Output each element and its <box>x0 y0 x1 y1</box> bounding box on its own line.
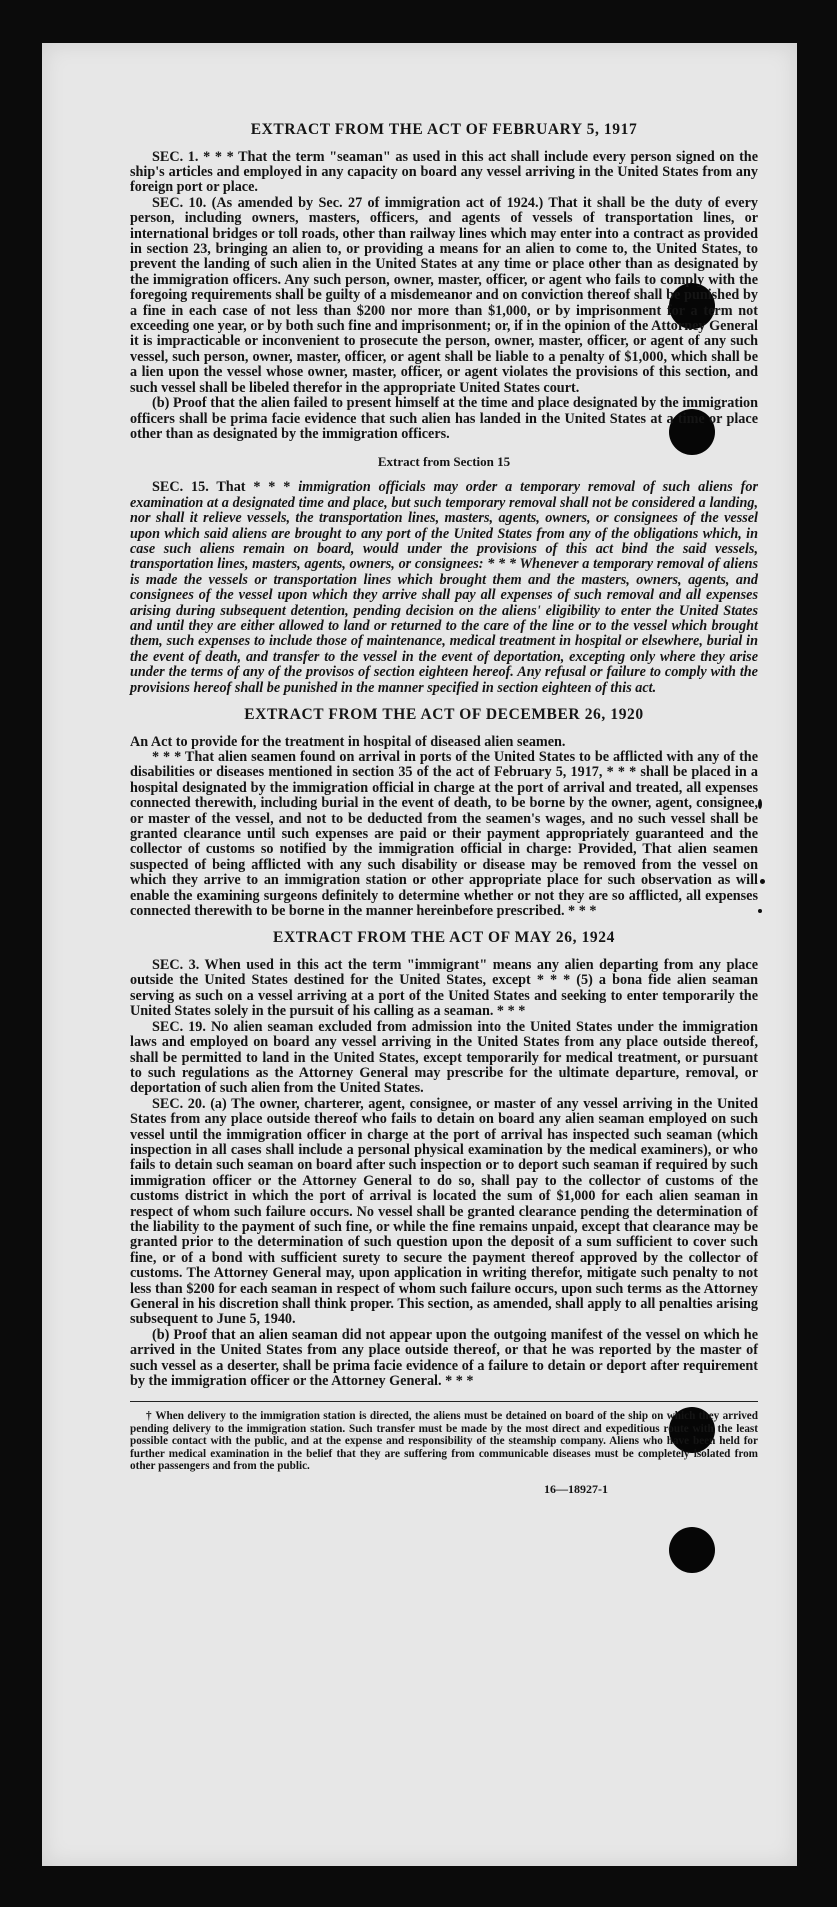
paragraph-sec-10-b: (b) Proof that the alien failed to present himself at the time and place designated by the immigration officers shall be prima facie evidence that such alien has landed in the United States at a time or place other than as designated by the immigration officers. <box>130 395 758 442</box>
paragraph-sec-1: SEC. 1. * * * That the term "seaman" as used in this act shall include every person signed on the ship's articles and employed in any capacity on board any vessel arriving in the United States from any foreign port or place. <box>130 148 758 196</box>
scan-speck <box>758 799 762 809</box>
form-number: 16—18927-1 <box>544 1482 608 1497</box>
paragraph-sec-20-a: SEC. 20. (a) The owner, charterer, agent, consignee, or master of any vessel arriving in the United States from any place outside thereof who fails to detain on board any alien seaman employed on such vessel until the immigration officer in charge at the port of arrival has inspected such seaman (which inspection in all cases shall include a personal physical examination by the medical examiners), or who fails to detain such seaman on board after such inspection or to deport such seaman if required by such immigration officer or the Attorney General to do so, shall pay to the collector of customs of the customs district in which the port of arrival is located the sum of $1,000 for each alien seaman in respect of whom such failure occurs. No vessel shall be granted clearance pending the determination of the liability to the payment of such fine, or while the fine remains unpaid, except that clearance may be granted prior to the determination of such question upon the deposit of a sum sufficient to cover such fine, or of a bond with sufficient surety to secure the payment thereof approved by the collector of customs. The Attorney General may, upon application in writing therefor, mitigate such penalty to not less than $200 for each seaman in respect of whom such failure occurs, upon such terms as the Attorney General in his discretion shall think proper. This section, as amended, shall apply to all penalties arising subsequent to June 5, 1940. <box>130 1095 758 1328</box>
section-act-1924 <box>130 929 758 1389</box>
footnote: † When delivery to the immigration station is directed, the aliens must be detained on board of the ship on which they arrived pending delivery to the immigration station. Such transfer must be made by the most direct and expeditious route with the least possible contact with the public, and at the expense and responsibility of the steamship company. Aliens who have been held for further medical examination in the belief that they are suffering from communicable diseases must be completely isolated from other passengers and from the public. <box>130 1410 758 1473</box>
scan-speck <box>760 879 765 884</box>
act-title: An Act to provide for the treatment in hospital of diseased alien seamen. <box>130 733 566 750</box>
footnote-divider <box>130 1401 758 1402</box>
paragraph-sec-15 <box>130 480 758 696</box>
sec-15-lead: SEC. 15. That * * * <box>152 479 299 496</box>
paragraph-sec-10: SEC. 10. (As amended by Sec. 27 of immigration act of 1924.) That it shall be the duty of every person, including owners, masters, officers, and agents of vessels of transportation lines, or international bridges or toll roads, other than railway lines which may enter into a contract as provided in section 23, bringing an alien to, or providing a means for an alien to come to, the United States, to prevent the landing of such alien in the United States at any time or place other than as designated by the immigration officers. Any such person, owner, master, officer, or agent who fails to comply with the foregoing requirements shall be guilty of a misdemeanor and on conviction thereof shall be punished by a fine in each case of not less than $200 nor more than $1,000, or by imprisonment for a term not exceeding one year, or by both such fine and imprisonment; or, if in the opinion of the Attorney General it is impracticable or inconvenient to prosecute the person, owner, master, officer, or agent of any such vessel, such person, owner, master, officer, or agent shall be liable to a penalty of $1,000, which shall be a lien upon the vessel whose owner, master, officer, or agent violates the provisions of this section, and such vessel shall be libeled therefor in the appropriate United States court. <box>130 194 758 396</box>
sec-15-italic-text: immigration officials may order a temporary removal of such aliens for examination at a designated time and place, but such temporary removal shall not be considered a landing, nor shall it relieve vessels, the transportation lines, masters, agents, owners, or consignees of the vessel upon which said aliens are brought to any port of the United States from any of the obligations which, in case such aliens remain on board, would under the provisions of this act bind the said vessels, transportation lines, masters, agents, owners, or consignees: * * * Whenever a temporary removal of aliens is made the vessels or transportation lines which brought them and the masters, owners, agents, and consignees of the vessel upon which they arrive shall pay all expenses of such removal and all expenses arising during subsequent detention, pending decision on the aliens' eligibility to enter the United States and until they are either allowed to land or returned to the care of the line or to the vessel which brought them, such expenses to include those of maintenance, medical treatment in hospital or elsewhere, burial in the event of death, and transfer to the vessel in the event of deportation, excepting only where they arise under the terms of any of the provisos of section eighteen hereof. Any refusal or failure to comply with the provisions hereof shall be punished in the manner specified in section eighteen of this act. <box>130 479 758 696</box>
paragraph-sec-3: SEC. 3. When used in this act the term "immigrant" means any alien departing from any place outside the United States destined for the United States, except * * * (5) a bona fide alien seaman serving as such on a vessel arriving at a port of the United States and seeking to enter temporarily the United States solely in the pursuit of his calling as a seaman. * * * <box>130 957 758 1020</box>
punch-hole <box>669 1527 715 1573</box>
section-heading: EXTRACT FROM THE ACT OF FEBRUARY 5, 1917 <box>250 121 638 138</box>
section-heading: EXTRACT FROM THE ACT OF MAY 26, 1924 <box>273 929 615 947</box>
paragraph-sec-19: SEC. 19. No alien seaman excluded from admission into the United States under the immigration laws and employed on board any vessel arriving in the United States from any place outside thereof, shall be permitted to land in the United States, except temporarily for medical treatment, or pursuant to such regulations as the Attorney General may prescribe for the ultimate departure, removal, or deportation of such alien from the United States. <box>130 1018 758 1097</box>
section-extract-15 <box>130 454 758 696</box>
paragraph-act-1920-body: * * * That alien seamen found on arrival in ports of the United States to be afflicted with any of the disabilities or diseases mentioned in section 35 of the act of February 5, 1917, * * * shall be placed in a hospital designated by the immigration official in charge at the port of arrival and treated, all expenses connected therewith, including burial in the event of death, to be borne by the owner, agent, consignee, or master of the vessel, and not to be deducted from the seamen's wages, and no such vessel shall be granted clearance until such expenses are paid or their payment appropriately guaranteed and the collector of customs so notified by the immigration official in charge: Provided, That alien seamen suspected of being afflicted with any such disability or disease may be removed from the vessel on which they arrive to an immigration station or other appropriate place for such observation as will enable the examining surgeons definitely to determine whether or not they are so afflicted, all expenses connected therewith to be borne in the manner hereinbefore prescribed. * * * <box>130 749 758 920</box>
section-heading: EXTRACT FROM THE ACT OF DECEMBER 26, 1920 <box>244 706 644 723</box>
text-column <box>130 121 758 1497</box>
subsection-heading: Extract from Section 15 <box>377 454 511 470</box>
scan-speck <box>758 909 762 913</box>
paragraph-sec-20-b: (b) Proof that an alien seaman did not appear upon the outgoing manifest of the vessel on which he arrived in the United States from any place outside thereof, or that he was reported by the master of such vessel as a deserter, shall be prima facie evidence of a failure to detain or deport after requirement by the immigration officer or the Attorney General. * * * <box>130 1326 758 1390</box>
document-page <box>42 43 797 1866</box>
section-act-1917 <box>130 121 758 442</box>
section-act-1920 <box>130 706 758 919</box>
